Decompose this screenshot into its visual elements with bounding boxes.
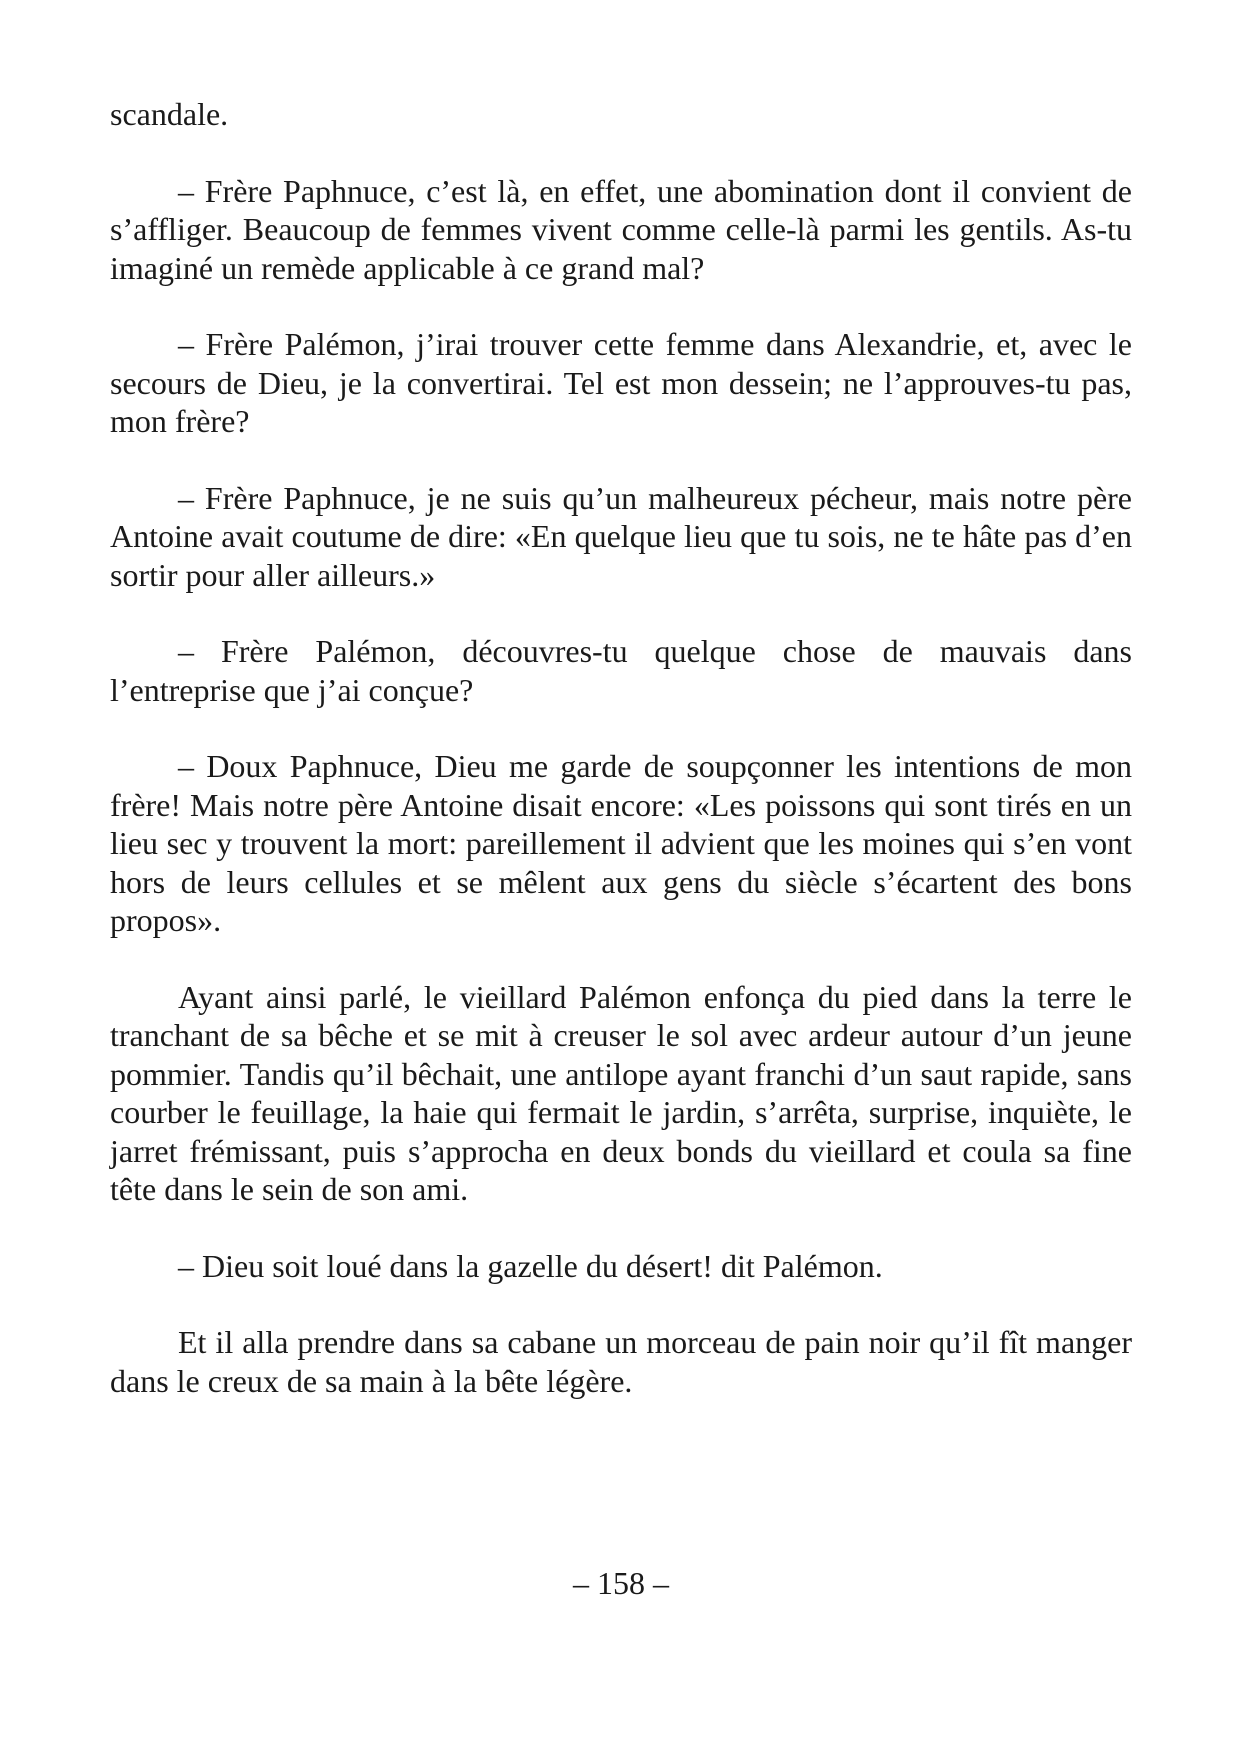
paragraph-ayant-ainsi-parle: Ayant ainsi parlé, le vieillard Palémon enfonça du pied dans la terre le tranchant de sa bêche et se mit à creuser le sol avec ardeur autour d’un jeune pommier. Tandis qu’il bêchait, une antilope ayant franchi d’un saut rapide, sans courber le feuillage, la haie qui fermait le jardin, s’arrêta, surprise, inquiète, le jarret frémissant, puis s’approcha en deux bonds du vieillard et coula sa fine tête dans le sein de son ami. xyxy=(110,978,1132,1207)
paragraph-doux-paphnuce: – Doux Paphnuce, Dieu me garde de soupçonner les intentions de mon frère! Mais notre père Antoine disait encore: «Les poissons qui sont tirés en un lieu sec y trouvent la mort: pareillement il advient que les moines qui s’en vont hors de leurs cellules et se mêlent aux gens du siècle s’écartent des bons propos». xyxy=(110,748,1132,938)
page-body xyxy=(110,95,1132,1438)
paragraph-paphnuce-abomination: – Frère Paphnuce, c’est là, en effet, une abomination dont il convient de s’affliger. Beaucoup de femmes vivent comme celle-là parmi les gentils. As-tu imaginé un remède applicable à ce grand mal? xyxy=(110,172,1132,286)
paragraph-paphnuce-pecheur: – Frère Paphnuce, je ne suis qu’un malheureux pécheur, mais notre père Antoine avait coutume de dire: «En quelque lieu que tu sois, ne te hâte pas d’en sortir pour aller ailleurs.» xyxy=(110,479,1132,593)
paragraph-palemon-entreprise: – Frère Palémon, découvres-tu quelque chose de mauvais dans l’entreprise que j’ai conçue? xyxy=(110,633,1132,708)
paragraph-scandale: scandale. xyxy=(110,96,229,132)
paragraph-dieu-soit-loue: – Dieu soit loué dans la gazelle du désert! dit Palémon. xyxy=(178,1247,883,1284)
paragraph-palemon-alexandrie: – Frère Palémon, j’irai trouver cette femme dans Alexandrie, et, avec le secours de Dieu, je la convertirai. Tel est mon dessein; ne l’approuves-tu pas, mon frère? xyxy=(110,326,1132,439)
paragraph-pain-noir: Et il alla prendre dans sa cabane un morceau de pain noir qu’il fît manger dans le creux de sa main à la bête légère. xyxy=(110,1324,1132,1399)
page-number: – 158 – xyxy=(573,1565,669,1601)
